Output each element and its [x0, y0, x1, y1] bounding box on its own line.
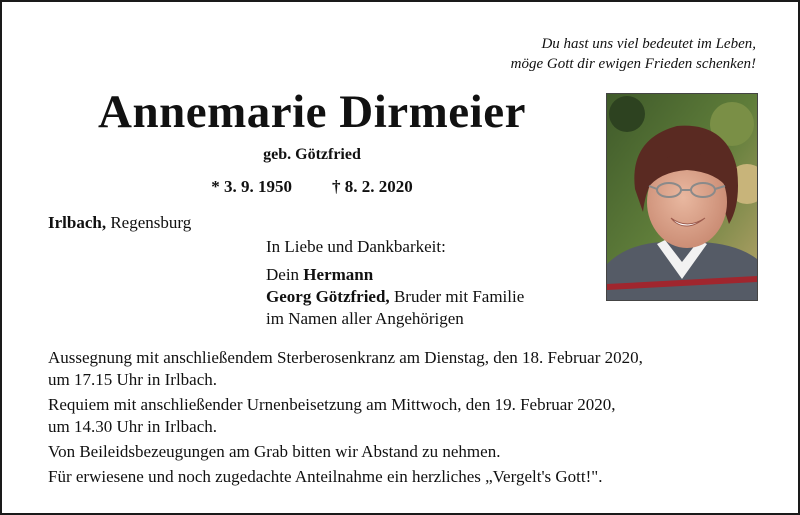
signature-brother: Georg Götzfried, — [266, 287, 390, 306]
signature-husband: Hermann — [303, 265, 374, 284]
quote-line-2: möge Gott dir ewigen Frieden schenken! — [510, 56, 756, 72]
birth-date: * 3. 9. 1950 — [211, 177, 292, 196]
requiem-notice — [48, 394, 768, 438]
residence — [48, 212, 191, 234]
signature-line-2 — [266, 286, 524, 308]
signature-brother-note: Bruder mit Familie — [393, 287, 525, 306]
signature-line-1 — [266, 264, 524, 286]
signature-prefix: Dein — [266, 265, 300, 284]
deceased-name: Annemarie Dirmeier — [98, 86, 526, 138]
thanks-notice: Für erwiesene und noch zugedachte Anteilnahme ein herzliches „Vergelt's Gott!". — [48, 467, 603, 486]
signature-line-3: im Namen aller Angehörigen — [266, 309, 464, 328]
quote-line-1: Du hast uns viel bedeutet im Leben, — [541, 36, 756, 52]
requiem-line-2: um 14.30 Uhr in Irlbach. — [48, 417, 218, 436]
signature-intro: In Liebe und Dankbarkeit: — [266, 237, 446, 256]
requiem-line-1: Requiem mit anschließender Urnenbeisetzung am Mittwoch, den 19. Februar 2020, — [48, 395, 616, 414]
mourners-signature — [266, 236, 524, 330]
funeral-line-2: um 17.15 Uhr in Irlbach. — [48, 370, 218, 389]
memorial-quote — [426, 34, 756, 74]
funeral-service-notice — [48, 347, 768, 391]
life-dates — [52, 176, 572, 198]
funeral-notices — [48, 347, 768, 491]
portrait-photo — [606, 93, 758, 301]
residence-town: Irlbach, — [48, 213, 107, 232]
funeral-line-1: Aussegnung mit anschließendem Sterberosenkranz am Dienstag, den 18. Februar 2020, — [48, 348, 643, 367]
maiden-name: geb. Götzfried — [263, 146, 361, 163]
condolence-notice: Von Beileidsbezeugungen am Grab bitten wir Abstand zu nehmen. — [48, 442, 501, 461]
death-date: † 8. 2. 2020 — [332, 177, 413, 196]
residence-city: Regensburg — [110, 213, 192, 232]
